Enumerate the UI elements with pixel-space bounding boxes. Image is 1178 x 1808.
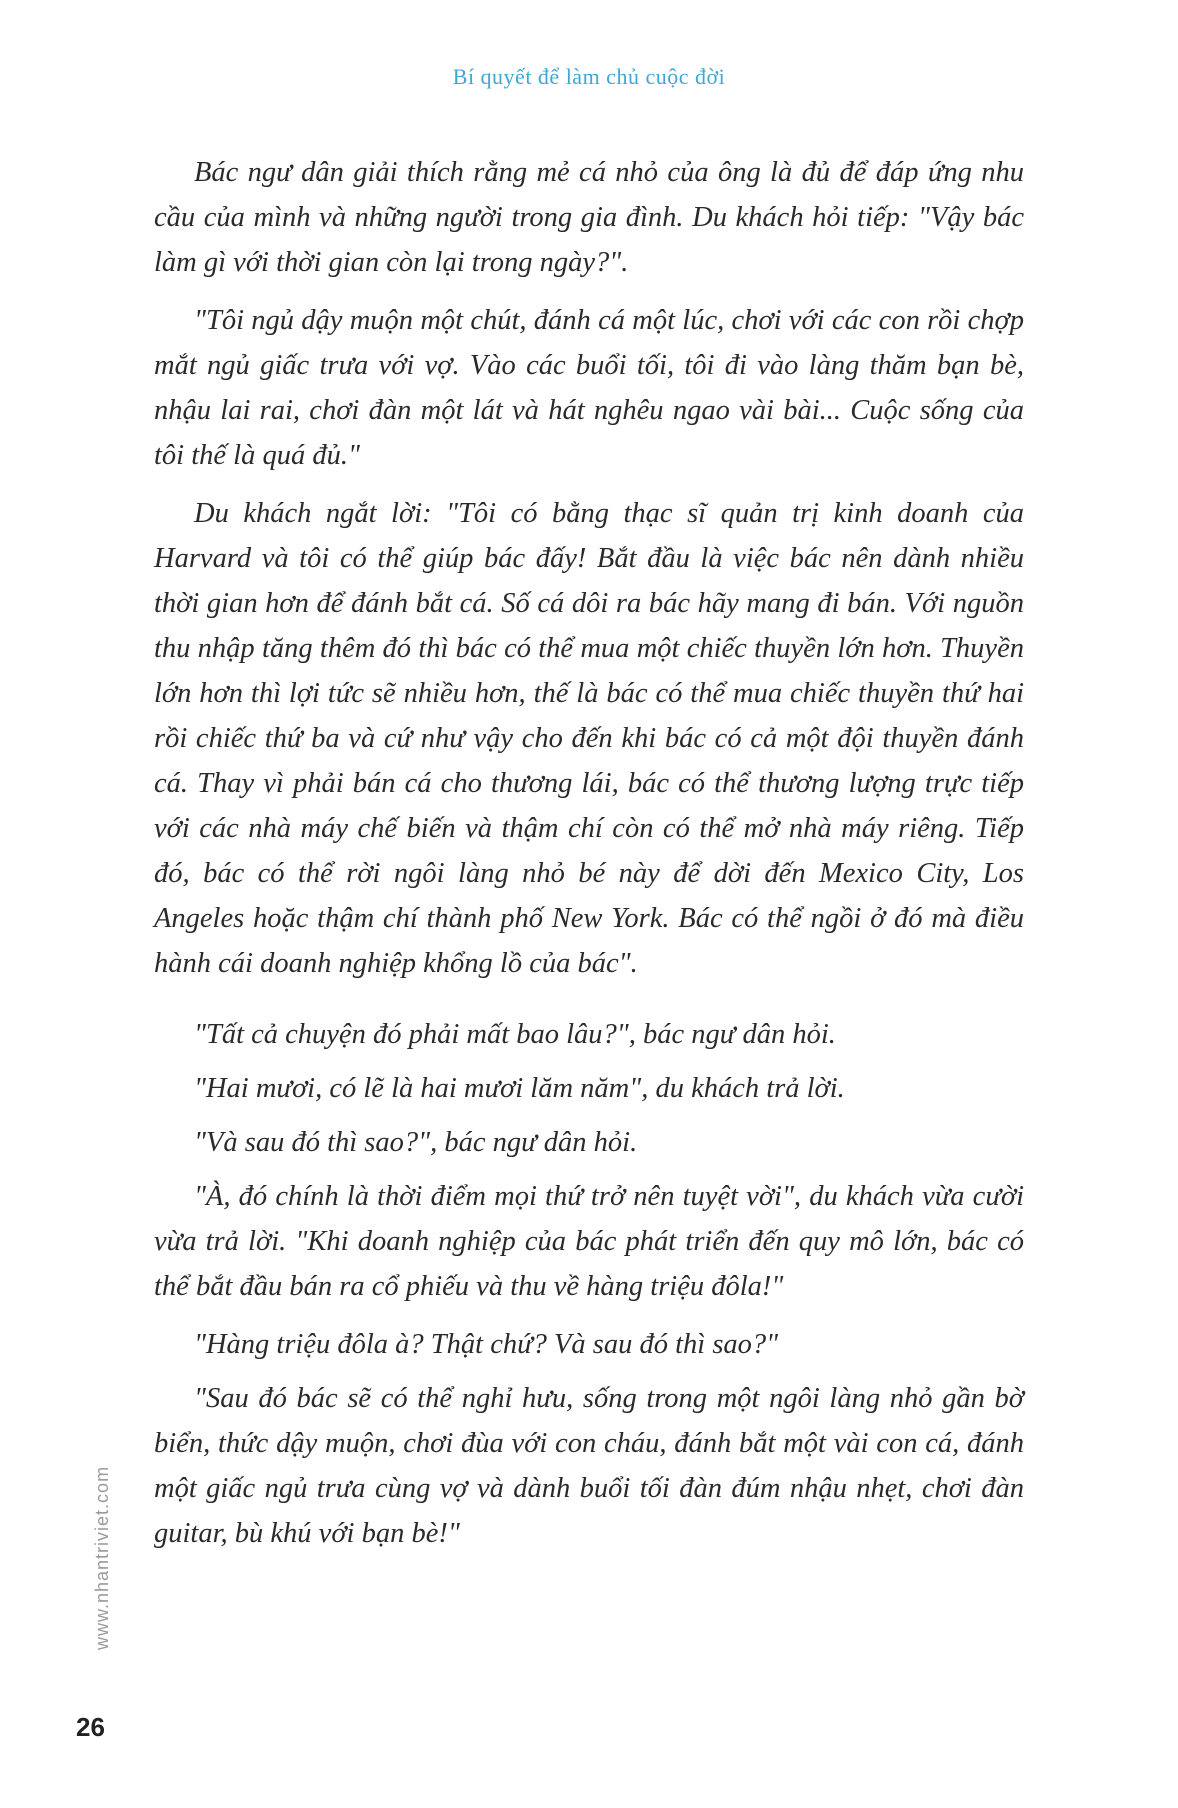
page-number: 26 <box>76 1712 105 1742</box>
paragraph: "Sau đó bác sẽ có thể nghỉ hưu, sống trong một ngôi làng nhỏ gần bờ biển, thức dậy muộn, chơi đùa với con cháu, đánh bắt một vài con cá, đánh một giấc ngủ trưa cùng vợ và dành buổi tối đàn đúm nhậu nhẹt, chơi đàn guitar, bù khú với bạn bè!" <box>154 1383 1024 1549</box>
paragraph: "Tất cả chuyện đó phải mất bao lâu?", bác ngư dân hỏi. <box>194 1019 836 1050</box>
paragraph: "Tôi ngủ dậy muộn một chút, đánh cá một lúc, chơi với các con rồi chợp mắt ngủ giấc trưa với vợ. Vào các buổi tối, tôi đi vào làng thăm bạn bè, nhậu lai rai, chơi đàn một lát và hát nghêu ngao vài bài... Cuộc sống của tôi thế là quá đủ." <box>154 305 1024 471</box>
paragraph: "Hàng triệu đôla à? Thật chứ? Và sau đó thì sao?" <box>194 1329 779 1360</box>
side-website-url: www.nhantriviet.com <box>92 1465 112 1650</box>
paragraph: Du khách ngắt lời: "Tôi có bằng thạc sĩ quản trị kinh doanh của Harvard và tôi có thể giúp bác đấy! Bắt đầu là việc bác nên dành nhiều thời gian hơn để đánh bắt cá. Số cá dôi ra bác hãy mang đi bán. Với nguồn thu nhập tăng thêm đó thì bác có thể mua một chiếc thuyền lớn hơn. Thuyền lớn hơn thì lợi tức sẽ nhiều hơn, thế là bác có thể mua chiếc thuyền thứ hai rồi chiếc thứ ba và cứ như vậy cho đến khi bác có cả một đội thuyền đánh cá. Thay vì phải bán cá cho thương lái, bác có thể thương lượng trực tiếp với các nhà máy chế biến và thậm chí còn có thể mở nhà máy riêng. Tiếp đó, bác có thể rời ngôi làng nhỏ bé này để dời đến Mexico City, Los Angeles hoặc thậm chí thành phố New York. Bác có thể ngồi ở đó mà điều hành cái doanh nghiệp khổng lồ của bác". <box>154 498 1024 979</box>
paragraph: "Và sau đó thì sao?", bác ngư dân hỏi. <box>194 1127 638 1158</box>
body-text <box>154 150 1024 1569</box>
paragraph: Bác ngư dân giải thích rằng mẻ cá nhỏ của ông là đủ để đáp ứng nhu cầu của mình và những người trong gia đình. Du khách hỏi tiếp: "Vậy bác làm gì với thời gian còn lại trong ngày?". <box>154 157 1024 278</box>
paragraph: "À, đó chính là thời điểm mọi thứ trở nên tuyệt vời", du khách vừa cười vừa trả lời. "Khi doanh nghiệp của bác phát triển đến quy mô lớn, bác có thể bắt đầu bán ra cổ phiếu và thu về hàng triệu đôla!" <box>154 1181 1024 1302</box>
paragraph: "Hai mươi, có lẽ là hai mươi lăm năm", du khách trả lời. <box>194 1073 845 1104</box>
running-header: Bí quyết để làm chủ cuộc đời <box>452 64 726 89</box>
